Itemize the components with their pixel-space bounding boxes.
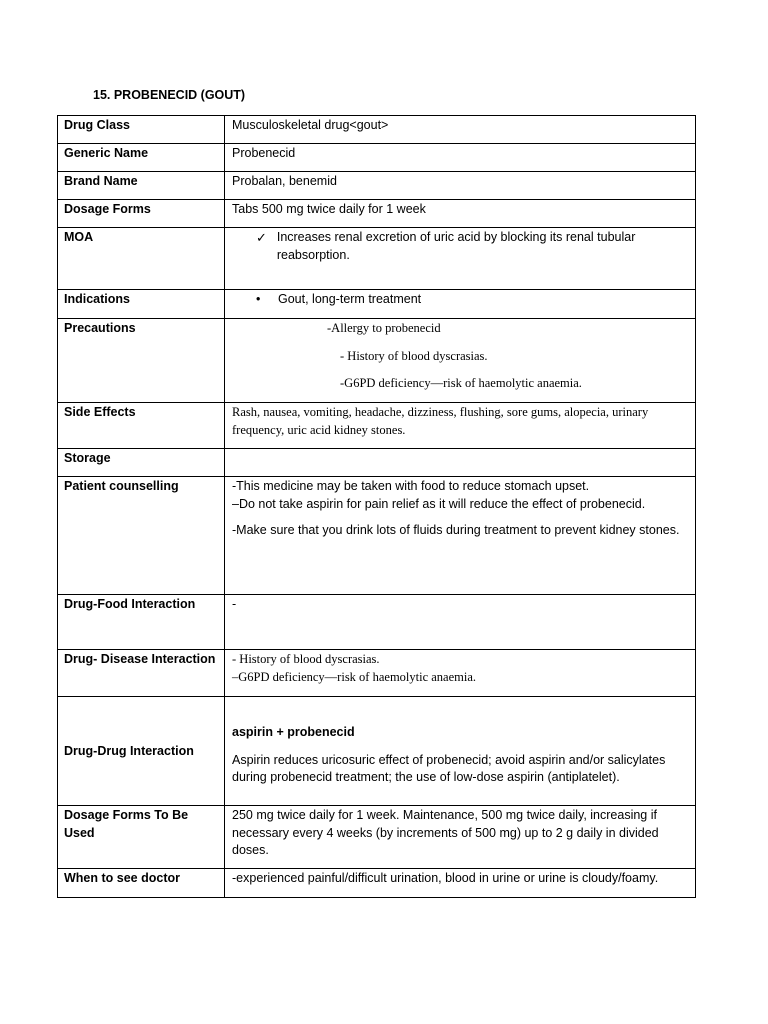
- label-brand-name: Brand Name: [58, 172, 225, 200]
- value-dosage-forms-used: 250 mg twice daily for 1 week. Maintenance, 500 mg twice daily, increasing if necessary every 4 weeks (by increments of 500 mg) up to 2 g daily in divided doses.: [225, 806, 696, 869]
- label-precautions: Precautions: [58, 319, 225, 403]
- value-drug-drug: [225, 697, 696, 806]
- disease-line: –G6PD deficiency—risk of haemolytic anaemia.: [232, 669, 477, 684]
- value-drug-food: -: [225, 595, 696, 650]
- row-precautions: [58, 319, 696, 403]
- row-dosage-forms-used: [58, 806, 696, 869]
- label-moa: MOA: [58, 228, 225, 290]
- document-title: 15. PROBENECID (GOUT): [93, 88, 246, 102]
- label-patient-counselling: Patient counselling: [58, 477, 225, 595]
- value-drug-class: Musculoskeletal drug<gout>: [225, 116, 696, 144]
- value-see-doctor: -experienced painful/difficult urination, blood in urine or urine is cloudy/foamy.: [225, 869, 696, 898]
- value-storage: [225, 449, 696, 477]
- row-patient-counselling: [58, 477, 696, 595]
- value-side-effects: Rash, nausea, vomiting, headache, dizziness, flushing, sore gums, alopecia, urinary frequency, uric acid kidney stones.: [225, 403, 696, 449]
- row-brand-name: [58, 172, 696, 200]
- label-drug-disease: Drug- Disease Interaction: [58, 650, 225, 697]
- counselling-line: –Do not take aspirin for pain relief as it will reduce the effect of probenecid.: [232, 496, 646, 511]
- value-dosage-forms: Tabs 500 mg twice daily for 1 week: [225, 200, 696, 228]
- check-mark-icon: ✓: [256, 230, 267, 245]
- row-indications: [58, 290, 696, 319]
- precaution-item: -G6PD deficiency—risk of haemolytic anaemia.: [340, 376, 582, 390]
- row-moa: [58, 228, 696, 290]
- label-side-effects: Side Effects: [58, 403, 225, 449]
- row-see-doctor: [58, 869, 696, 898]
- precaution-item: - History of blood dyscrasias.: [340, 348, 488, 363]
- row-generic-name: [58, 144, 696, 172]
- value-precautions: [225, 319, 696, 403]
- value-drug-disease: [225, 650, 696, 697]
- value-patient-counselling: [225, 477, 696, 595]
- label-see-doctor: When to see doctor: [58, 869, 225, 898]
- precaution-item: -Allergy to probenecid: [327, 321, 441, 335]
- drug-drug-text: Aspirin reduces uricosuric effect of probenecid; avoid aspirin and/or salicylates during probenecid treatment; the use of low-dose aspirin (antiplatelet).: [232, 752, 666, 784]
- row-drug-drug: [58, 697, 696, 806]
- row-drug-food: [58, 595, 696, 650]
- counselling-line: -Make sure that you drink lots of fluids during treatment to prevent kidney stones.: [232, 523, 680, 537]
- indications-text: Gout, long-term treatment: [278, 292, 422, 306]
- row-storage: [58, 449, 696, 477]
- label-dosage-forms: Dosage Forms: [58, 200, 225, 228]
- counselling-line: -This medicine may be taken with food to reduce stomach upset.: [232, 479, 590, 493]
- drug-drug-subtitle: aspirin + probenecid: [232, 725, 355, 739]
- label-drug-class: Drug Class: [58, 116, 225, 144]
- disease-line: - History of blood dyscrasias.: [232, 652, 380, 666]
- value-generic-name: Probenecid: [225, 144, 696, 172]
- label-drug-drug: Drug-Drug Interaction: [58, 697, 225, 806]
- label-generic-name: Generic Name: [58, 144, 225, 172]
- value-indications: [225, 290, 696, 319]
- row-dosage-forms: [58, 200, 696, 228]
- row-drug-disease: [58, 650, 696, 697]
- value-brand-name: Probalan, benemid: [225, 172, 696, 200]
- label-storage: Storage: [58, 449, 225, 477]
- value-moa: [225, 228, 696, 290]
- bullet-icon: •: [256, 292, 261, 306]
- label-dosage-forms-used: Dosage Forms To Be Used: [58, 806, 225, 869]
- moa-text: Increases renal excretion of uric acid by blocking its renal tubular reabsorption.: [276, 230, 636, 262]
- row-drug-class: [58, 116, 696, 144]
- label-drug-food: Drug-Food Interaction: [58, 595, 225, 650]
- label-indications: Indications: [58, 290, 225, 319]
- drug-info-table: [57, 115, 696, 898]
- row-side-effects: [58, 403, 696, 449]
